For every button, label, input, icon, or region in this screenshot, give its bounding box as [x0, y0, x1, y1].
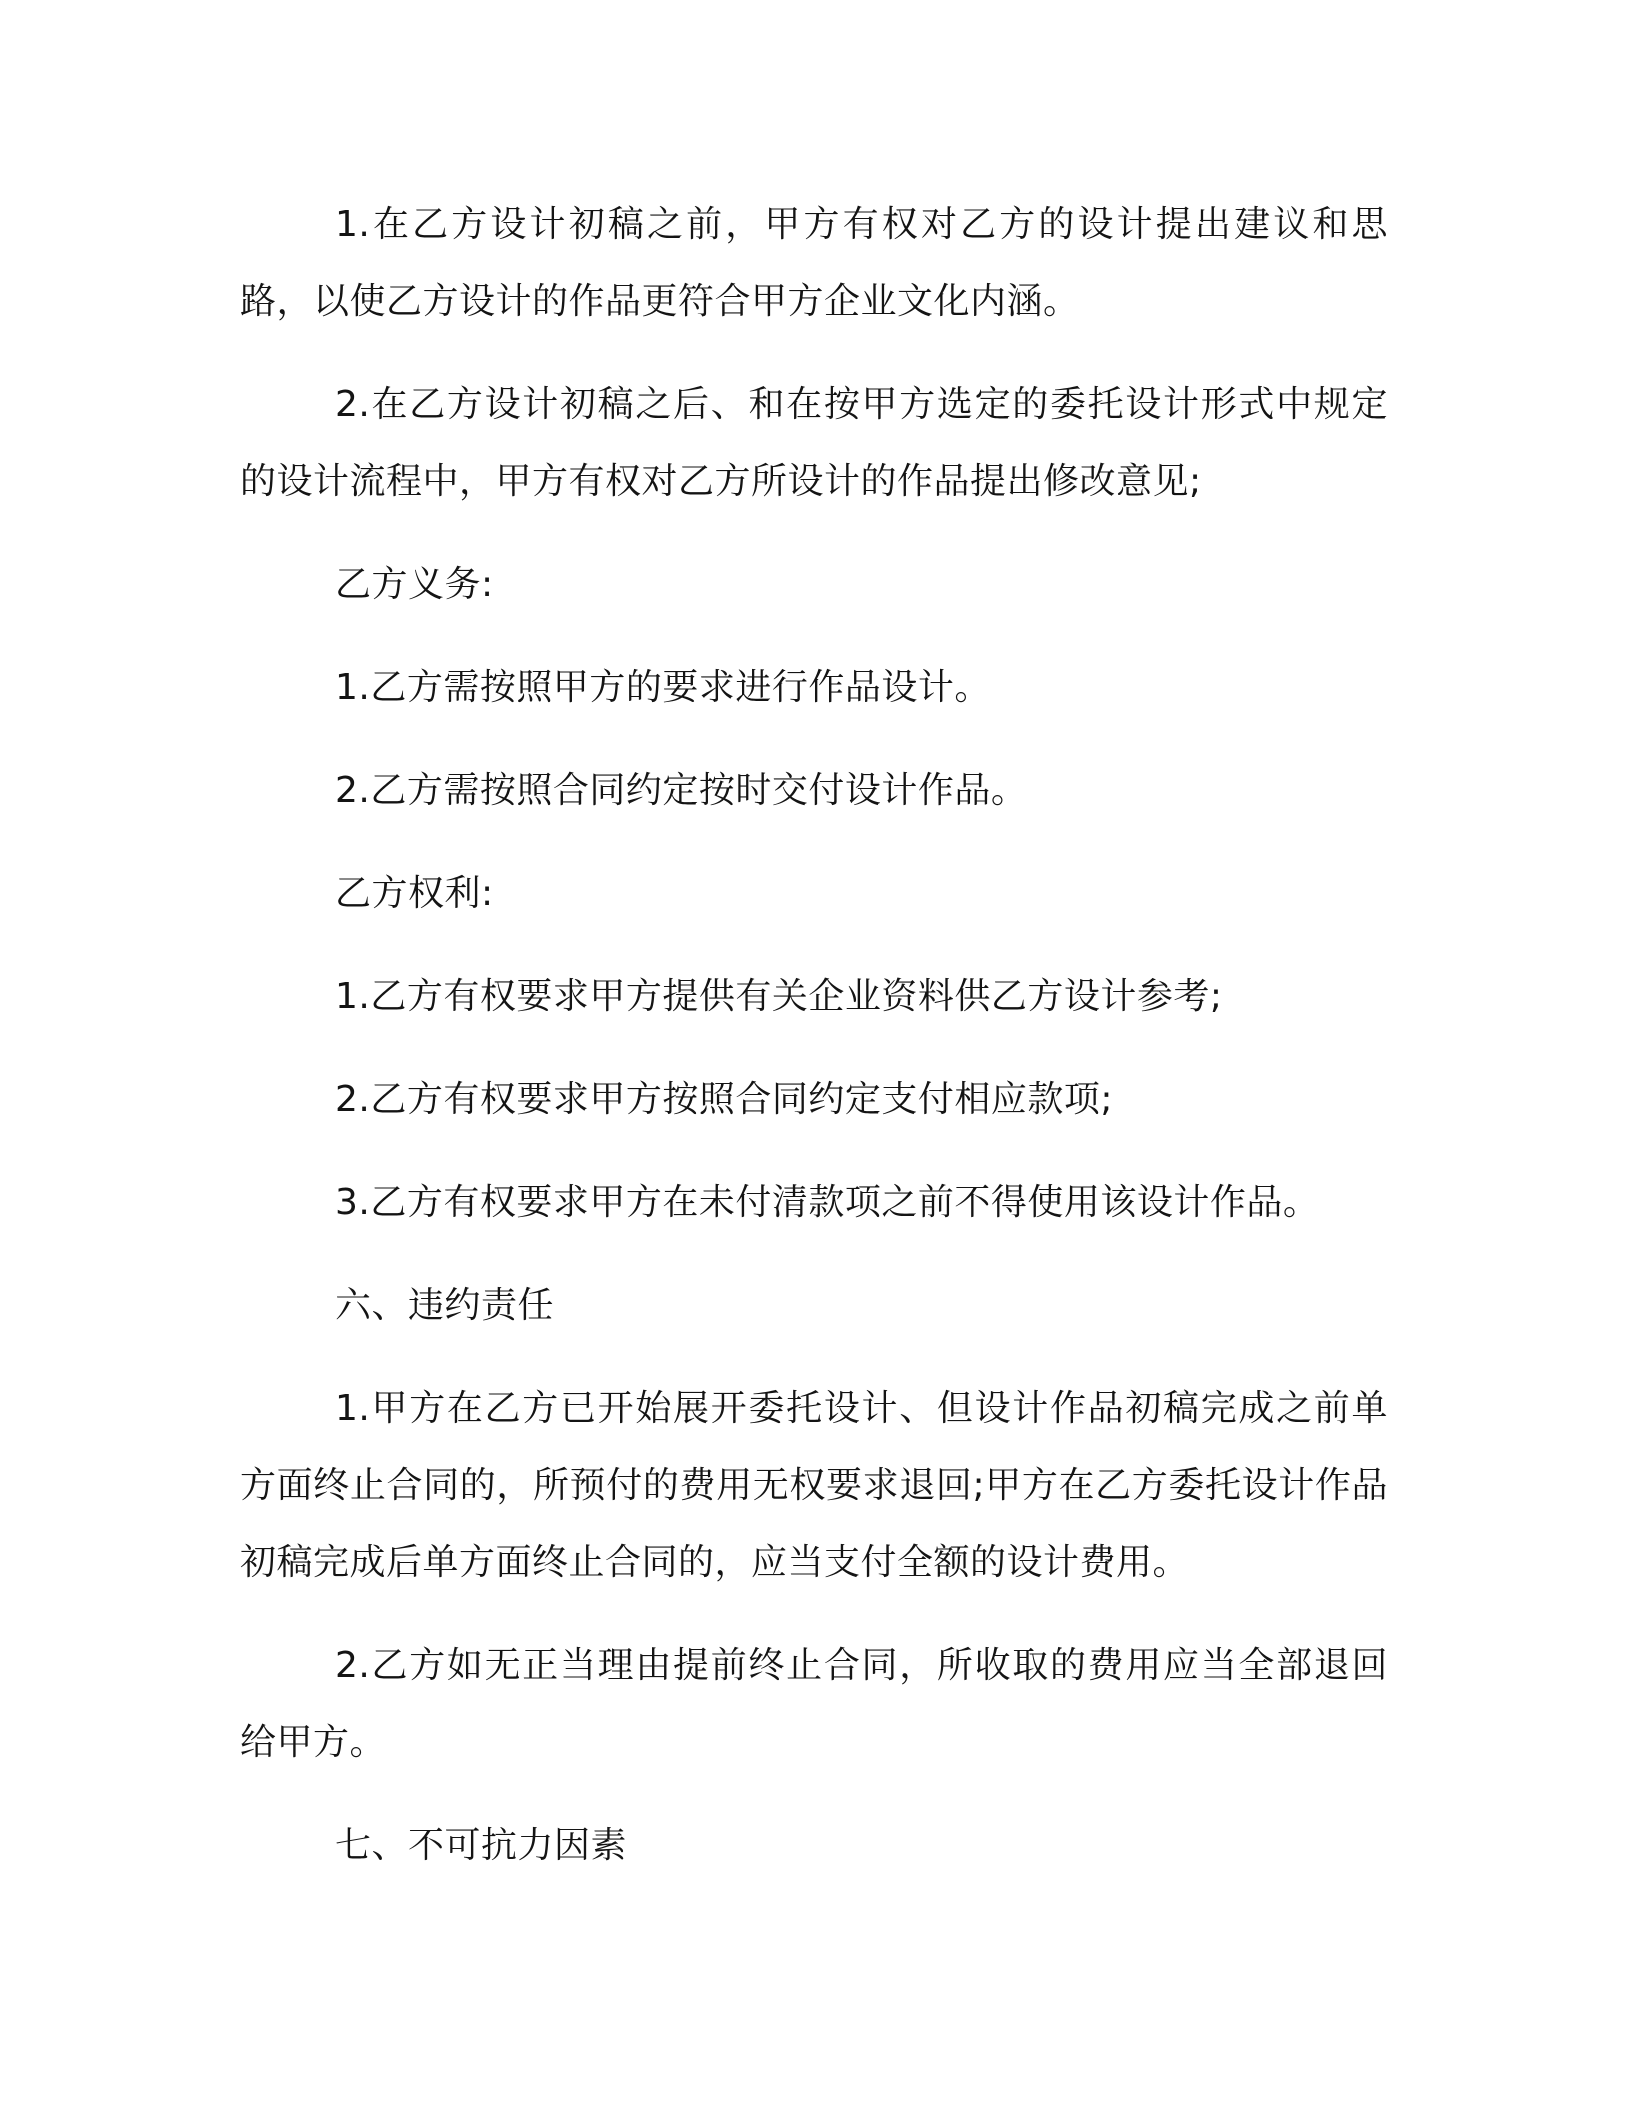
- clause-party-a-right-2: 2.在乙方设计初稿之后、和在按甲方选定的委托设计形式中规定的设计流程中，甲方有权对乙方所设计的作品提出修改意见;: [240, 384, 1388, 502]
- section-force-majeure: 七、不可抗力因素: [335, 1825, 628, 1866]
- section-breach-liability: 六、违约责任: [335, 1285, 555, 1326]
- document-page: [240, 186, 1388, 1910]
- clause-party-b-right-3: 3.乙方有权要求甲方在未付清款项之前不得使用该设计作品。: [335, 1182, 1320, 1223]
- clause-party-b-right-2: 2.乙方有权要求甲方按照合同约定支付相应款项;: [335, 1079, 1113, 1120]
- clause-party-b-obligation-1: 1.乙方需按照甲方的要求进行作品设计。: [335, 667, 991, 708]
- clause-breach-2: 2.乙方如无正当理由提前终止合同，所收取的费用应当全部退回给甲方。: [240, 1645, 1388, 1763]
- section-party-b-rights: 乙方权利:: [335, 873, 494, 914]
- clause-party-b-right-1: 1.乙方有权要求甲方提供有关企业资料供乙方设计参考;: [335, 976, 1223, 1017]
- clause-party-a-right-1: 1.在乙方设计初稿之前，甲方有权对乙方的设计提出建议和思路，以使乙方设计的作品更符合甲方企业文化内涵。: [240, 204, 1388, 322]
- clause-breach-1: 1.甲方在乙方已开始展开委托设计、但设计作品初稿完成之前单方面终止合同的，所预付的费用无权要求退回;甲方在乙方委托设计作品初稿完成后单方面终止合同的，应当支付全额的设计费用。: [240, 1388, 1388, 1583]
- section-party-b-obligations: 乙方义务:: [335, 564, 494, 605]
- clause-party-b-obligation-2: 2.乙方需按照合同约定按时交付设计作品。: [335, 770, 1028, 811]
